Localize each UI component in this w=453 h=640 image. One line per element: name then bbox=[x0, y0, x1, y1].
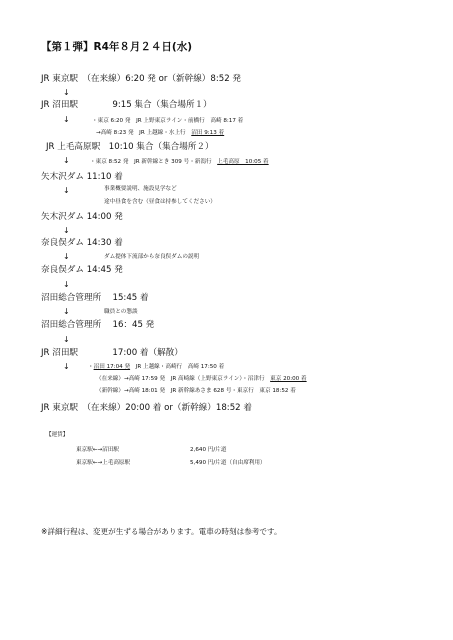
train-note: （在来線）→高崎 17:59 発 JR 高崎線（上野東京ライン）・沼津行 東京 20:00 着 bbox=[96, 376, 307, 382]
fare-route: 東京駅←→上毛高原駅 bbox=[76, 460, 131, 466]
train-note: →高崎 8:23 発 JR 上越線・水上行 沼田 9:13 着 bbox=[96, 130, 225, 136]
down-arrow-icon: ↓ bbox=[63, 252, 70, 261]
activity-note: ダム提体下流部から奈良俣ダムの説明 bbox=[104, 254, 200, 260]
step-jomokogen-gather: JR 上毛高原駅 10:10 集合（集合場所２） bbox=[46, 142, 214, 152]
down-arrow-icon: ↓ bbox=[63, 186, 70, 195]
down-arrow-icon: ↓ bbox=[63, 156, 70, 165]
activity-note: 職員との懇談 bbox=[104, 309, 138, 315]
train-note: ・沼田 17:04 発 JR 上越線・高崎行 高崎 17:50 着 bbox=[88, 364, 225, 370]
down-arrow-icon: ↓ bbox=[63, 115, 70, 124]
fare-price: 2,640 円/片道 bbox=[190, 447, 227, 453]
step-tokyo-departure: JR 東京駅 （在来線）6:20 発 or（新幹線）8:52 発 bbox=[41, 74, 242, 84]
train-note: ・東京 8:52 発 JR 新幹線とき 309 号・新潟行 上毛高原 10:05 着 bbox=[90, 159, 269, 165]
footnote: ※詳細行程は、変更が生ずる場合があります。電車の時刻は参考です。 bbox=[41, 527, 282, 536]
document-title: 【第１弾】R4年８月２４日(水) bbox=[41, 41, 192, 53]
step-numata-gather: JR 沼田駅 9:15 集合（集合場所１） bbox=[41, 100, 212, 110]
activity-note: 事業概要説明、施設見学など bbox=[104, 186, 177, 192]
step-yagisawa-depart: 矢木沢ダム 14:00 発 bbox=[41, 212, 123, 222]
fare-route: 東京駅←→沼田駅 bbox=[76, 447, 119, 453]
down-arrow-icon: ↓ bbox=[63, 88, 70, 97]
train-note: （新幹線）→高崎 18:01 発 JR 新幹線あさま 628 号・東京行 東京 18:52 着 bbox=[96, 388, 296, 394]
down-arrow-icon: ↓ bbox=[63, 280, 70, 289]
fare-heading: 【運賃】 bbox=[46, 432, 69, 438]
step-numata-office-arrive: 沼田総合管理所 15:45 着 bbox=[41, 293, 149, 303]
step-yagisawa-arrive: 矢木沢ダム 11:10 着 bbox=[41, 172, 123, 182]
down-arrow-icon: ↓ bbox=[63, 226, 70, 235]
step-tokyo-arrival: JR 東京駅 （在来線）20:00 着 or（新幹線）18:52 着 bbox=[41, 403, 252, 413]
step-naramata-depart: 奈良俣ダム 14:45 発 bbox=[41, 265, 123, 275]
activity-note: 途中昼食を含む（昼食は持参してください） bbox=[104, 199, 216, 205]
down-arrow-icon: ↓ bbox=[63, 307, 70, 316]
step-naramata-arrive: 奈良俣ダム 14:30 着 bbox=[41, 238, 123, 248]
down-arrow-icon: ↓ bbox=[63, 335, 70, 344]
step-numata-dismiss: JR 沼田駅 17:00 着（解散） bbox=[41, 348, 183, 358]
down-arrow-icon: ↓ bbox=[63, 362, 70, 371]
fare-price: 5,490 円/片道（自由席利用） bbox=[190, 460, 266, 466]
step-numata-office-depart: 沼田総合管理所 16：45 発 bbox=[41, 320, 155, 330]
train-note: ・東京 6:20 発 JR 上野東京ライン・前橋行 高崎 8:17 着 bbox=[92, 118, 244, 124]
